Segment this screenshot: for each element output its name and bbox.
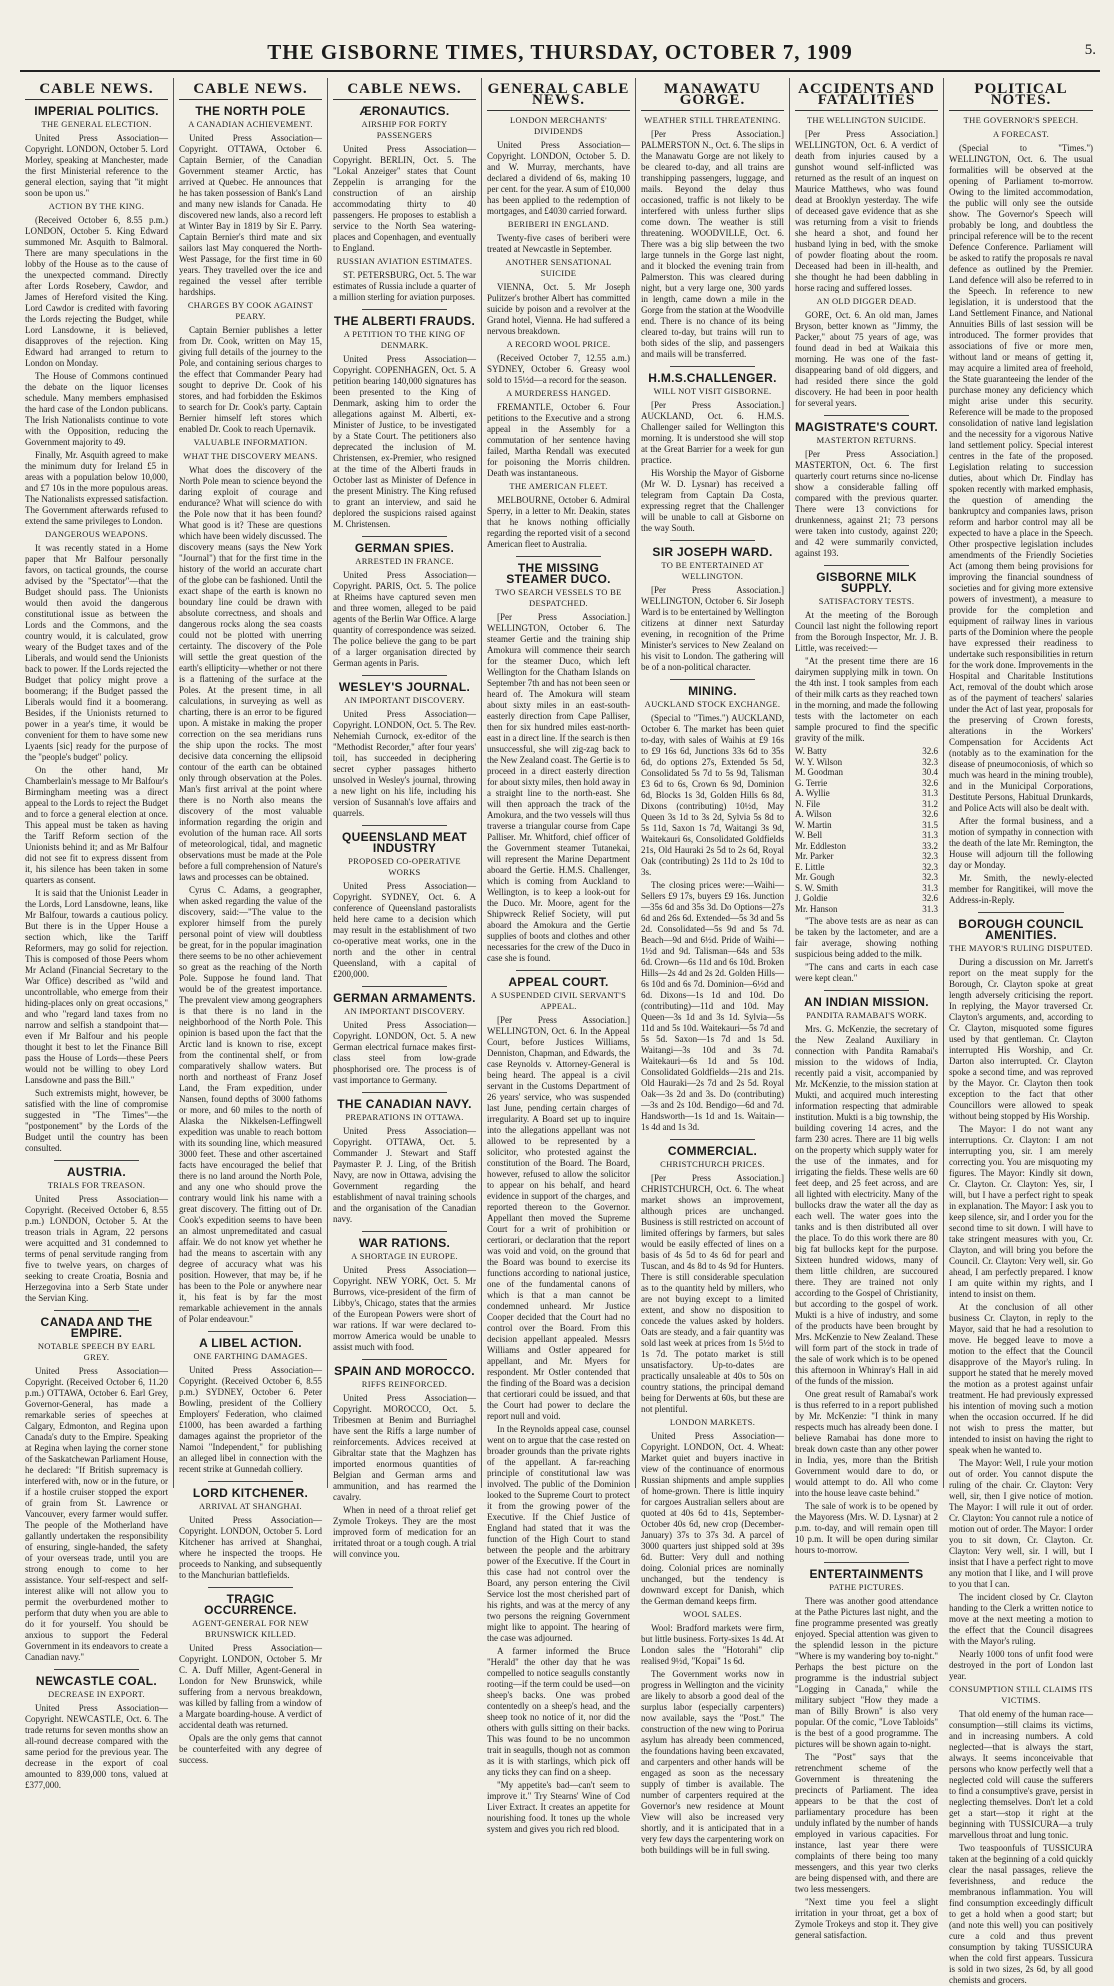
dairyman-name: A. Wyllie	[795, 788, 830, 798]
article-subheading: THE WELLINGTON SUICIDE.	[806, 115, 927, 125]
article-paragraph: Mrs. G. McKenzie, the secretary of the New Zealand Auxiliary in connection with Pandita Ramabai's mission to the widows of India, recently paid a visit, accompanied by Mr. McKenzie, to the mission station at Mukti, and acquired much interesting information respecting that admirable institution. Mukti is a big township, the building covering 14 acres, and the farm 230 acres. There are 11 big wells on the property which supply water for the use of the inmates, and for irrigating the fields. These wells are 60 feet deep, and 25 feet across, and are all lighted with electricity. Many of the bullocks draw the water all the day as each well. The water goes into the tanks and is then distributed all over the place. To do this work there are 80 big fat bullocks kept for the purpose. Sixteen hundred widows, many of them little children, are succoured there. They are trained not only according to the Gospel of Christianity, but according to the gospel of work. Mukti is a hive of industry, and some of the products have been brought by Mrs. McKenzie to New Zealand. These will form part of the stock in trade of the sale of work which is to be opened this afternoon in Whinray's Hall in aid of the funds of the mission.	[795, 1024, 938, 1386]
article-headline: THE ALBERTI FRAUDS.	[333, 314, 476, 328]
dairyman-name: Mr. Gough	[795, 872, 835, 882]
article-paragraph: United Press Association—Copyright. PARIS, Oct. 5. The police at Rheims have captured seven men and three women, alleged to be paid agents of the Berlin War Office. A large quantity of correspondence was seized. The police believe the gang to be part of a larger organisation directed by German agents in Paris.	[333, 570, 476, 668]
article-paragraph: [Per Press Association.] AUCKLAND, Oct. 6. H.M.S. Challenger sailed for Wellington this morning. It is understood she will stop at the Great Barrier for a week for gun practice.	[641, 400, 784, 465]
column-header: CABLE NEWS.	[333, 78, 476, 100]
article-subheading: DECREASE IN EXPORT.	[48, 1689, 145, 1699]
specific-gravity-value: 32.6	[922, 893, 938, 903]
article-paragraph: United Press Association—Copyright. LONDON, October 5. Lord Kitchener has arrived at Shanghai, where he inspected the troops. He proceeds to Nanking, and subsequently to the Manchurian battlefields.	[179, 1515, 322, 1580]
section-divider	[670, 540, 756, 541]
dairyman-name: N. File	[795, 798, 821, 809]
article-paragraph: At the meeting of the Borough Council last night the following report from the Borough Inspector, Mr. J. B. Little, was received:—	[795, 610, 938, 653]
article-subheading: NOTABLE SPEECH BY EARL GREY.	[37, 1341, 156, 1362]
article-subheading: AGENT-GENERAL FOR NEW BRUNSWICK KILLED.	[192, 1618, 309, 1639]
table-row	[795, 851, 938, 862]
article-paragraph: After the formal business, and a motion of sympathy in connection with the death of the late Mr. Remington, the House will adjourn till the following day or Monday.	[949, 816, 1093, 870]
article-paragraph: "My appetite's bad—can't seem to improve it." Try Stearns' Wine of Cod Liver Extract. It creates an appetite for nourishing food. It tones up the whole system and gives you rich red blood.	[487, 1780, 630, 1834]
article-paragraph: United Press Association—Copyright. (Received October 6, 8.55 p.m.) LONDON, October 5. At the treason trials in Agram, 22 persons were acquitted and 31 condemned to terms of penal servitude ranging from five to twelve years, on charges of seeking to create Croatia, Bosnia and Herzegovina into a Serb State under the Servian King.	[25, 1194, 168, 1303]
article-paragraph: [Per Press Association.] WELLINGTON, Oct. 6. In the Appeal Court, before Justices Williams, Denniston, Chapman, and Edwards, the case Reynolds v. Attorney-General is being heard. The appeal is a civil servant in the Customs Department of 26 years' service, who was suspended last June, pending certain charges of irregularity. A Board set up to inquire into the allegations appellant was not allowed to be represented by a solicitor, who protested against the constitution of the Board. The Board, however, refused to allow the solicitor to appear on his behalf, and heard evidence in support of the charges, and reported thereon to the Governor. Appellant then moved the Supreme Court for a writ of prohibition or certiorari, or declaration that the report was void and void, on the ground that the Board was bound to exercise its functions according to national justice, one of the fundamental canons of which is that a man cannot be condemned unheard. Mr Justice Cooper decided that the Court had no control over the Board. From this decision appellant appealed. Messrs Williams and Ostler appeared for appellant, and Mr. Myers for respondent. Mr Ostler contended that the finding of the Board was a decision that certiorari could be issued, and that the Court had power to declare the report null and void.	[487, 1015, 630, 1421]
article-subheading: PANDITA RAMABAI'S WORK.	[806, 1010, 927, 1020]
dairyman-name: Mr. Eddleston	[795, 840, 846, 851]
article-paragraph: "The above tests are as near as can be taken by the lactometer, and are a fair average, showing nothing suspicious being added to the milk.	[795, 916, 938, 959]
article-paragraph: United Press Association—Copyright. COPENHAGEN, Oct. 5. A petition bearing 140,000 signatures has been presented to the King of Denmark, asking him to order the allegations against M. Alberti, ex-Minister of Justice, to be investigated by a State Court. The petitioners also deprecated the inclusion of M. Christensen, ex-Premier, who resigned at the time of the Alberti frauds in October last as Minister of Defence in the present Ministry. The King refused to grant an interview, and said he deplored the suspicions raised against M. Christensen.	[333, 354, 476, 529]
specific-gravity-value: 31.3	[922, 788, 938, 798]
article-subheading: THE GOVERNOR'S SPEECH.	[963, 115, 1079, 125]
article-paragraph: [Per Press Association.] WELLINGTON, Oct. 6. A verdict of death from injuries caused by a gunshot wound self-inflicted was returned as the result of an inquest on Maurice Matthews, who was found dead at Brooklyn yesterday. The wife of deceased gave evidence that as she was returning from a visit to friends she heard a shot, and found her husband lying in bed, with the smoke of powder floating about the room. Deceased had been in ill-health, and she thought he had been dabbling in horse racing and suffered losses.	[795, 129, 938, 293]
column-3	[328, 78, 482, 1559]
article-paragraph: MELBOURNE, October 6. Admiral Sperry, in a letter to Mr. Deakin, states that he knows nothing officially regarding the reported visit of a second American fleet to Australia.	[487, 495, 630, 549]
section-divider	[362, 536, 448, 537]
specific-gravity-value: 31.3	[922, 830, 938, 840]
article-headline: GERMAN SPIES.	[354, 541, 455, 555]
article-subheading: CONSUMPTION STILL CLAIMS ITS VICTIMS.	[949, 1684, 1093, 1705]
article-subheading: WOOL SALES.	[683, 1609, 742, 1619]
article-subheading: CHARGES BY COOK AGAINST PEARY.	[187, 300, 314, 321]
article-paragraph: FREMANTLE, October 6. Four petitions to the Executive and a strong appeal in the Assembly for a commutation of her sentence having failed, Martha Rendall was executed for poisoning the Morris children. Death was instantaneous.	[487, 402, 630, 478]
table-row	[795, 746, 938, 757]
table-row	[795, 767, 938, 778]
article-paragraph: Cyrus C. Adams, a geographer, when asked regarding the value of the discovery, said:—"The value to the explorer himself from the purely personal point of view will doubtless be great, for in the popular imagination there seems to be no other achievement so great as the reaching of the North Pole. Suppose he found land. That would be of the greatest importance. The prevalent view among geographers is that there is no land in the neighborhood of the North Pole. This opinion is based upon the fact that the Arctic land is known to rise, except from the continental shelf, or from comparatively shallow waters. But north and northeast of Franz Josef Land, the Fram expedition, under Nansen, found depths of 3000 fathoms or more, and 60 miles to the north of Alaska the Nikkelsen-Leffingwell expedition was unable to reach bottom with its sounding line, which measured 3000 feet. These and other ascertained facts have encouraged the belief that there is no land around the North Pole, and any one who should prove the contrary would link his name with a great discovery. The fitting out of Dr. Cook's expedition seems to have been an almost unpremeditated and casual affair. We do not know yet whether he had the means to ascertain with any degree of accuracy what was his position. However, that may be, if he has been to the Pole or anywhere near it, his feat is by far the most remarkable achievement in the annals of Polar endeavour."	[179, 885, 322, 1324]
article-paragraph: [Per Press Association.] PALMERSTON N., Oct. 6. The slips in the Manawatu Gorge are not likely to be cleared to-day, and all trains are transhipping passengers, luggage, and mails. Beyond the delay thus occasioned, traffic is not likely to be interfered with unless further slips come down. The weather is still threatening. WOODVILLE, Oct. 6. There was a big slip between the two large tunnels in the Gorge last night, and it blocked the evening train from Palmerston. This was cleared during night, but a very large one, 300 yards in length, came down a mile in the Gorge from the station at the Woodville end. There is no chance of its being cleared to-day, but trains will run to both sides of the slip, and passengers and mails will be transferred.	[641, 129, 784, 359]
article-subheading: ANOTHER SENSATIONAL SUICIDE	[505, 257, 612, 278]
section-divider	[54, 1669, 140, 1670]
article-headline: COMMERCIAL.	[667, 1144, 758, 1158]
article-paragraph: The "Post" says that the retrenchment scheme of the Government is threatening the precincts of Parliament. The idea appears to be that the cost of parliamentary procedure has been unduly inflated by the number of hands employed in various capacities. For instance, last year there were complaints of there being too many messengers, and this year two clerks are being dispensed with, and there are two less messengers.	[795, 1752, 938, 1894]
article-paragraph: United Press Association—Copyright. LONDON, Oct. 5. A new German electrical furnace makes first-class steel from low-grade phosphorised ore. The process is of vast importance to Germany.	[333, 1020, 476, 1085]
article-paragraph: United Press Association—Copyright. NEWCASTLE, Oct. 6. The trade returns for seven months show an all-round decrease compared with the same period for the previous year. The decrease in the export of coal amounted to 839,000 tons, valued at £377,000.	[25, 1703, 168, 1790]
article-headline: TRAGIC OCCURRENCE.	[204, 1592, 297, 1617]
article-paragraph: [Per Press Association.] WELLINGTON, October 6. Sir Joseph Ward is to be entertained by Wellington citizens at dinner next Saturday evening, in recognition of the Prime Minister's services to New Zealand on his visit to London. The gathering will be of a non-political character.	[641, 585, 784, 672]
article-paragraph: The Government works now in progress in Wellington and the vicinity are likely to absorb a good deal of the surplus labor (especially carpenters) now available, says the "Post." The construction of the new wing to Porirua asylum has already been commenced, the foundations having been excavated, and carpenters and other hands will be engaged as soon as the necessary supply of timber is available. The number of carpenters required at the Governor's new residence at Mount View will also be increased very shortly, and it is anticipated that in a very few days the carpentering work on both buildings will be in full swing.	[641, 1669, 784, 1855]
article-paragraph: It is said that the Unionist Leader in the Lords, Lord Lansdowne, leans, like Mr Balfour, towards a cautious policy. But there is in the Upper House a section which, like the Tariff Reformers, may go solid for rejection. This is composed of those Peers whom Mr Acland (Financial Secretary to the War Office) described as "wild and uncontrollable, who emerge from their hiding-places only on great occasions," and who "regard land taxes from no narrow and selfish a standpoint that—even if Mr Balfour and his people thought it best to let the Finance Bill pass the House of Lords—these Peers would not be willing to obey Lord Lansdowne and pass the Bill."	[25, 888, 168, 1085]
section-divider	[670, 679, 756, 680]
article-subheading: TO BE ENTERTAINED AT WELLINGTON.	[661, 560, 764, 581]
article-subheading: LONDON MERCHANTS' DIVIDENDS	[509, 115, 608, 136]
section-divider	[362, 1231, 448, 1232]
section-divider	[208, 1331, 294, 1332]
article-headline: GERMAN ARMAMENTS.	[333, 991, 476, 1005]
article-headline: MINING.	[688, 684, 737, 698]
article-paragraph: "The cans and carts in each case were kept clean."	[795, 962, 938, 983]
newspaper-title: THE GISBORNE TIMES, THURSDAY, OCTOBER 7, 1909	[267, 40, 853, 64]
article-subheading: WEATHER STILL THREATENING.	[644, 115, 781, 125]
column-1	[20, 78, 174, 1790]
article-paragraph: (Received October 6, 8.55 p.m.) LONDON, October 5. King Edward summoned Mr. Asquith to Balmoral. There are many speculations in the lobby of the House as to the cause of the unexpected command. Directly after Lords Rosebery, Cawdor, and James of Hereford visited the King. Lord Cawdor is credited with favoring the Lords rejecting the Budget, while Lord Lansdowne, it is believed, disapproves of the rejection. King Edward had arranged to return to London on Monday.	[25, 215, 168, 368]
article-paragraph: That old enemy of the human race—consumption—still claims its victims, and in increasing numbers. A cold neglected—that is always the start, always. It seems inconceivable that persons who know perfectly well that a neglected cold will cause the sufferers to find a consumptive's grave, persist in neglecting themselves. Don't let a cold get a start—stop it right at the beginning with TUSSICURA—a truly marvellous throat and lung tonic.	[949, 1709, 1093, 1840]
article-headline: IMPERIAL POLITICS.	[34, 104, 159, 118]
milk-test-table	[795, 746, 938, 914]
article-subheading: A CANADIAN ACHIEVEMENT.	[188, 119, 313, 129]
article-subheading: LONDON MARKETS.	[669, 1417, 756, 1427]
table-row	[795, 809, 938, 820]
specific-gravity-value: 32.6	[922, 809, 938, 819]
article-headline: THE NORTH POLE	[195, 104, 306, 118]
article-headline: LORD KITCHENER.	[192, 1486, 309, 1500]
page-number: 5.	[1084, 42, 1096, 58]
specific-gravity-value: 32.3	[922, 872, 938, 882]
specific-gravity-value: 33.2	[922, 840, 938, 851]
article-paragraph: It was recently stated in a Home paper that Mr Balfour personally favors, on tactical grounds, the course advised by the "Spectator"—that the Budget should pass. The Unionists would then avoid the dangerous constitutional issue as between the Lords and the Commons, and the country would, it is calculated, grow weary of the Budget taxes and of the Liberals, and would send the Unionists back to power. If the Lords rejected the Budget that policy might prove a boomerang; if the Budget passed the Liberals would find it a boomerang. Besides, if the Unionists returned to power in a year's time, it would be convenient for them to have some new Lyaents [sic] ready for the purpose of the "people's budget" policy.	[25, 543, 168, 762]
article-paragraph: In the Reynolds appeal case, counsel went on to argue that the case rested on broader grounds than the private rights of the appellant. A far-reaching principle of constitutional law was involved. The public of the Dominion looked to the Supreme Court to protect it from the growing power of the Executive. If the Chief Justice of England had stated that it was the function of the High Court to stand between the people and the arbitrary power of the Executive. If the Court in this case had not control over the Board, any person entering the Civil Service lost the most cherished part of his rights, and was at the mercy of any two persons the reigning Government might like to appoint. The hearing of the case was adjourned.	[487, 1424, 630, 1643]
column-header: MANAWATU GORGE.	[641, 78, 784, 111]
table-row	[795, 841, 938, 852]
article-paragraph: (Special to "Times.") AUCKLAND, October 6. The market has been quiet to-day, with sales of Waihis at £9 16s to £9 16s 6d, Junctions 33s 6d to 35s 6d, do options 27s, Extended 5s 5d, Consolidated 5s 7d to 5s 9d, Talisman £3 6d to 6s, Crown 6s 9d, Dominion 6d, Blocks 1s 3d, Golden Hills 6s 8d, Dixons (contributing) 10½d, May Queen 3s 1d to 3s 2d, Sylvia 5s 8d to 5s 11d, Saxon 1s 7d, Waitangi 3s 9d, Waitekauri 6s, Consolidated Goldfields 21s, Old Hauraki 2s 5d to 2s 6d, Royal Oak (contributing) 2s 11d to 2s 10d to 3s.	[641, 713, 784, 877]
article-paragraph: On the other hand, Mr Chamberlain's message to Mr Balfour's Birmingham meeting was a direct appeal to the Lords to reject the Budget and to force a general election at once. This appeal must be taken as having the Tariff Reform section of the Unionists behind it; and as Mr Balfour did not see fit to express dissent from it, his silence has been taken in some quarters as consent.	[25, 765, 168, 885]
section-divider	[516, 970, 602, 971]
dairyman-name: J. Goldie	[795, 893, 828, 903]
article-subheading: TWO SEARCH VESSELS TO BE DESPATCHED.	[495, 587, 622, 608]
column-header: POLITICAL NOTES.	[949, 78, 1093, 111]
article-subheading: SATISFACTORY TESTS.	[818, 596, 915, 606]
article-paragraph: United Press Association—Copyright. LONDON, Oct. 4. Wheat: Market quiet and buyers inactive in view of the continuance of enormous Russian shipments and ample supplies of home-grown. There is little inquiry for cargoes Australian sellers about are quoted at 40s 6d to 41s, September-October 40s 6d, new crop (December-January) 37s to 37s 3d. A parcel of 3000 quarters just shipped sold at 39s 6d. Butter: Very dull and nothing doing. Colonial prices are nominally unchanged, but the tendency is downward except for Danish, which the German demand keeps firm.	[641, 1431, 784, 1606]
dairyman-name: W. Batty	[795, 746, 827, 756]
table-row	[795, 830, 938, 841]
column-2	[174, 78, 328, 1765]
table-row	[795, 820, 938, 831]
article-headline: A LIBEL ACTION.	[199, 1336, 302, 1350]
table-row	[795, 778, 938, 789]
specific-gravity-value: 32.3	[922, 861, 938, 872]
column-header: GENERAL CABLE NEWS.	[487, 78, 630, 111]
article-headline: ÆRONAUTICS.	[359, 104, 450, 118]
section-divider	[362, 675, 448, 676]
article-subheading: WILL NOT VISIT GISBORNE.	[653, 386, 772, 396]
section-divider	[54, 1160, 140, 1161]
article-paragraph: VIENNA, Oct. 5. Mr Joseph Pulitzer's brother Albert has committed suicide by poison and a revolver at the Grand hotel, Vienna. He had suffered a nervous breakdown.	[487, 282, 630, 336]
article-paragraph: GORE, Oct. 6. An old man, James Bryson, better known as "Jimmy, the Packer," about 75 years of age, was found dead in bed at Waikaia this morning. He was one of the fast-disappearing band of old diggers, and had resided there since the gold discovery. He had been in poor health for several years.	[795, 310, 938, 408]
article-paragraph: A farmer informed the Bruce "Herald" the other day that he was compelled to notice seagulls constantly rooting—if the term could be used—on sheep's backs. One was probed contentedly on a sheep's head, and the sheep took no notice of it, nor did the others with gulls sitting on their backs. This was found to be no uncommon trait in seagulls, though not as common as it is with starlings, which pick off any ticks they can find on a sheep.	[487, 1646, 630, 1777]
article-paragraph: United Press Association—Copyright. MOROCCO, Oct. 5. Tribesmen at Benim and Burriaghel have sent the Riffs a large number of reinforcements. Advices received at Gibraltar state that the Maghzen has imported enormous quantities of Belgian and German arms and ammunition, and has rearmed the cavalry.	[333, 1393, 476, 1502]
article-headline: THE CANADIAN NAVY.	[337, 1097, 472, 1111]
table-row	[795, 788, 938, 799]
article-paragraph: Twenty-five cases of beriberi were treated at Newcastle in September.	[487, 233, 630, 254]
article-subheading: A RECORD WOOL PRICE.	[506, 339, 611, 349]
dairyman-name: M. Goodman	[795, 767, 843, 777]
article-paragraph: Captain Bernier publishes a letter from Dr. Cook, written on May 15, giving full details of the journey to the Pole, and containing serious charges to the effect that Commander Peary had sought to deprive Dr. Cook of his stores, and had forbidden the Eskimos to search for Dr. Cook's party. Captain Bernier himself left stores which enabled Dr. Cook to reach Upernavik.	[179, 325, 322, 434]
dairyman-name: E. Little	[795, 861, 825, 872]
article-subheading: AN IMPORTANT DISCOVERY.	[344, 1006, 465, 1016]
column-header: CABLE NEWS.	[25, 78, 168, 100]
article-paragraph: At the conclusion of all other business Cr. Clayton, in reply to the Mayor, said that he had a resolution to move. He begged leave to move a motion to the effect that the Council disapprove of the Mayor's ruling. In support he stated that he merely moved the motion as a protest against unfair treatment. He had previously expressed his intention of moving such a motion when the occasion occurred. If he did not wish to press the matter, but intended to insist on having the right to speak when he wanted to.	[949, 1302, 1093, 1455]
specific-gravity-value: 30.4	[922, 767, 938, 777]
article-paragraph: United Press Association—Copyright. OTTAWA, October 6. Captain Bernier, of the Canadian Government steamer Arctic, has arrived at Quebec. He announces that he has taken possession of Bank's Land and many new islands for Canada. He discovered new lands, also a record left at Winter Bay in 1819 by Sir E. Parry. Captain Bernier's third mate and six sailors last May conquered the North-West Passage, for the first time in 60 years. They travelled over the ice and regained the vessel after terrible hardships.	[179, 133, 322, 297]
article-paragraph: Such extremists might, however, be satisfied with the line of compromise suggested in "The Times"—the "postponement" by the Lords of the Budget until the country has been consulted.	[25, 1088, 168, 1153]
article-paragraph: One great result of Ramabai's work is thus referred to in a report published by Mr. McKenzie: "I think in many respects much has already been done. I believe Ramabai has done more to break down caste than any other power in India, yes, more than the British Government would dare to do, or would attempt to do. All who come into the house leave caste behind."	[795, 1389, 938, 1498]
section-divider	[824, 990, 910, 991]
specific-gravity-value: 32.3	[922, 756, 938, 767]
section-divider	[362, 309, 448, 310]
specific-gravity-value: 32.3	[922, 851, 938, 861]
specific-gravity-value: 31.3	[922, 903, 938, 914]
article-headline: GISBORNE MILK SUPPLY.	[816, 570, 917, 595]
article-headline: AN INDIAN MISSION.	[804, 995, 929, 1009]
article-subheading: RUSSIAN AVIATION ESTIMATES.	[336, 256, 473, 266]
page-columns	[20, 78, 1100, 1985]
article-subheading: CHRISTCHURCH PRICES.	[660, 1159, 765, 1169]
article-paragraph: "Next time you feel a slight irritation in your throat, get a box of Zymole Trokeys and stop it. They give general satisfaction.	[795, 1897, 938, 1940]
article-headline: WAR RATIONS.	[358, 1236, 451, 1250]
column-4	[482, 78, 636, 1834]
article-paragraph: The closing prices were:—Waihi—Sellers £9 17s, buyers £9 16s. Junction—35s 6d and 35s 3d. Do Options—27s 6d and 26s 6d. Extended—5s 3d and 5s 2d. Consolidated—5s 9d and 5s 7d. Beach—9d and 6½d. Pride of Waihi—1½d and 9d. Talisman—64s and 53s 6d. Crown—6s 11d and 6s 10d. Broken Hills—2s 4d and 2s 2d. Golden Hills—6s 10d and 6s 7d. Dominion—6½d and 6d. Dixons—1s 1d and 10d. Do (contributing)—11d and 10d. May Queen—3s 1d and 3s 1d. Sylvia—5s 11d and 5s 10d. Waitekauri—5s 7d and 5s 5d. Saxon—1s 7d and 1s 5d. Waitangi—3s 10d and 3s 7d. Waitekauri—6s 1d and 5s 10d. Consolidated Goldfields—21s and 21s. Old Hauraki—2s 7d and 2s 5d. Royal Oak—3s 2d and 3s. Do (contributing)—3s and 2s 10d. Bendigo—6d and 7d. Handsworth—1s 1d and 1s. Waitain—1s 4d and 1s 3d.	[641, 880, 784, 1132]
article-paragraph: [Per Press Association.] WELLINGTON, October 6. The steamer Gertie and the training ship Amokura will commence their search for the steamer Duco, which left Wellington for the Chatham Islands on September 7th and has not been seen or heard of. The Amokura will steam about sixty miles in an east-south-easterly direction from Cape Palliser, then for six hundred miles east-north-east in a direct line. If the search is then unsuccessful, she will zig-zag back to the New Zealand coast. The Gertie is to proceed in a direct easterly direction for about sixty miles, then hold away in a straight line to the north-east. She will then approach the track of the Amokura, and the two vessels will thus traverse a triangular course from Cape Palliser. Mr. Whitford, chief officer of the Government steamer Tutanekai, will represent the Marine Department aboard the Gertie. H.M.S. Challenger, which is coming from Auckland to Wellington, is to keep a look-out for the Duco. Mr. Moore, agent for the Shipwreck Relief Society, will put aboard the Amokura and the Gertie supplies of boots and clothes and other necessaries for the crew of the Duco in case she is found.	[487, 612, 630, 963]
article-paragraph: United Press Association—Copyright. NEW YORK, Oct. 5. Mr Burrows, vice-president of the firm of Libby's, Chicago, states that the armies of the European Powers were short of war rations. If war were declared to-morrow America would be unable to assist much with food.	[333, 1265, 476, 1352]
column-6	[790, 78, 944, 1940]
article-paragraph: [Per Press Association.] CHRISTCHURCH, Oct. 6. The wheat market shows an improvement, although prices are unchanged. Business is still restricted on account of limited offerings by farmers, but sales would be easily effected of lines on a basis of 4s 5d to 4s 6d for pearl and Tuscan, and 4s 8d to 4s 9d for Hunters. There is still considerable speculation as to the quantity held by millers, who are not buying except to a limited extent, and show no disposition to concede the values asked by holders. Oats are steady, and a fair quantity was sold last week at prices from 1s 5½d to 1s 7d. The potato market is still unsatisfactory. Up-to-dates are practically unsaleable at 40s to 50s on country stations, the principal demand being for Derwents at 60s, but these are not plentiful.	[641, 1173, 784, 1414]
article-paragraph: "At the present time there are 16 dairymen supplying milk in town. On the 4th inst. I took samples from each of their milk carts as they reached town in the morning, and made the following tests with the lactometer on each sample procured to find the specific gravity of the milk.	[795, 656, 938, 743]
article-subheading: PROPOSED CO-OPERATIVE WORKS	[348, 856, 461, 877]
article-paragraph: The Mayor: I do not want any interruptions. Cr. Clayton: I am not interrupting you, sir. I am merely correcting you. You are misquoting my figures. The Mayor: Kindly sit down, Cr. Clayton. Cr. Clayton: Yes, sir, I will, but I have a perfect right to speak in explanation. The Mayor: I ask you to keep silence, sir, and I order you for the second time to sit down. I will have to take stringent measures with you, Cr. Clayton, and will bring you before the Council. Cr. Clayton: Very well, sir. Go ahead, I am perfectly prepared. I know I am quite within my rights, and I intend to insist on them.	[949, 1124, 1093, 1299]
article-paragraph: United Press Association—Copyright. LONDON, October 5. Lord Morley, speaking at Manchester, made the first Ministerial reference to the general election, saying that "it might soon be upon us."	[25, 133, 168, 198]
article-headline: SPAIN AND MOROCCO.	[334, 1364, 475, 1378]
article-paragraph: Opals are the only gems that cannot be counterfeited with any degree of success.	[179, 1733, 322, 1765]
column-7	[944, 78, 1098, 1985]
article-subheading: A SUSPENDED CIVIL SERVANT'S APPEAL.	[490, 990, 627, 1011]
article-paragraph: The Mayor: Well, I rule your motion out of order. You cannot dispute the ruling of the chair. Cr. Clayton: Very well, sir, then I give notice of motion. The Mayor: I will rule it out of order. Cr. Clayton: You cannot rule a notice of motion out of order. The Mayor: I order you to sit down, Cr. Clayton. Cr. Clayton: Very well, sir. I will, but I insist that I have a perfect right to move any motion that I like, and I will prove to you that I can.	[949, 1458, 1093, 1589]
article-paragraph: There was another good attendance at the Pathe Pictures last night, and the fine programme presented was greatly enjoyed. Special attention was given to the splendid lesson in the picture "Where is my wandering boy to-night." Perhaps the best picture on the programme is the industrial subject "Logging in Canada," while the military subject "How they made a man of Billy Brown" is also very popular. Of the comic, "Love Tabloids" is the best of a good programme. The pictures will be shown again to-night.	[795, 1596, 938, 1749]
article-paragraph: United Press Association—Copyright. (Received October 6, 11.20 p.m.) OTTAWA, October 6. Earl Grey, Governor-General, has made a remarkable series of speeches at Calgary, Edmonton, and Regina upon Canada's duty to the Empire. Speaking at Regina when laying the corner stone of the Saskatchewan Parliament House, he declared: "If British supremacy is interfered with, now or in the future, or if a hostile cruiser stopped the export of grain from St. Lawrence or Vancouver, every farmer would suffer. The people of the Motherland have gallantly undertaken the responsibility of ensuring, single-handed, the safety of your overseas trade, until you are strong enough to come to her assistance. Your self-respect and self-interest alike will not allow you to permit the overburdened mother to perform that duty when you are able to do it for yourself. You should be anxious to support the Federal Government in its endeavors to create a Canadian navy."	[25, 1366, 168, 1662]
specific-gravity-value: 31.3	[922, 882, 938, 893]
article-paragraph: United Press Association—Copyright. BERLIN, Oct. 5. The "Lokal Anzeiger" states that Count Zeppelin is arranging for the construction of an airship accommodating thirty to 40 passengers. He proposes to establish a service to the North Sea watering-places and Copenhagen, and eventually to England.	[333, 144, 476, 253]
section-divider	[362, 1359, 448, 1360]
article-headline: THE MISSING STEAMER DUCO.	[506, 561, 611, 586]
column-header: ACCIDENTS AND FATALITIES	[795, 78, 938, 111]
article-paragraph: Mr. Smith, the newly-elected member for Rangitikei, will move the Address-in-Reply.	[949, 873, 1093, 905]
specific-gravity-value: 31.2	[922, 798, 938, 809]
article-subheading: DANGEROUS WEAPONS.	[44, 529, 148, 539]
article-subheading: A MURDERESS HANGED.	[506, 388, 611, 398]
article-headline: WESLEY'S JOURNAL.	[338, 680, 471, 694]
dairyman-name: G. Terrie	[795, 777, 828, 788]
section-divider	[670, 1139, 756, 1140]
article-headline: AUSTRIA.	[66, 1165, 127, 1179]
article-subheading: AUCKLAND STOCK EXCHANGE.	[644, 699, 781, 709]
newspaper-masthead	[20, 34, 1100, 72]
article-headline: NEWCASTLE COAL.	[35, 1674, 158, 1688]
article-paragraph: Wool: Bradford markets were firm, but little business. Forty-sixes 1s 4d. At London sales the "Hotorahi" clip realised 9½d, "Kopai" 1s 6d.	[641, 1623, 784, 1666]
table-row	[795, 893, 938, 904]
article-headline: BOROUGH COUNCIL AMENITIES.	[958, 917, 1084, 942]
section-divider	[362, 986, 448, 987]
article-headline: QUEENSLAND MEAT INDUSTRY	[342, 830, 467, 855]
section-divider	[208, 1481, 294, 1482]
table-row	[795, 799, 938, 810]
dairyman-name: W. Y. Wilson	[795, 756, 843, 767]
article-subheading: THE MAYOR'S RULING DISPUTED.	[949, 943, 1093, 953]
article-subheading: A SHORTAGE IN EUROPE.	[351, 1251, 458, 1261]
article-paragraph: United Press Association—Copyright. (Received October 6, 8.55 p.m.) SYDNEY, October 6. Peter Bowling, president of the Colliery Employers' Federation, who claimed £1000, has been awarded a farthing damages against the proprietor of the Namoi "Independent," for publishing an alleged libel in connection with the recent strike at Gunnedah colliery.	[179, 1365, 322, 1474]
article-paragraph: Nearly 1000 tons of unfit food were destroyed in the port of London last year.	[949, 1649, 1093, 1681]
dairyman-name: S. W. Smith	[795, 882, 839, 893]
article-paragraph: Finally, Mr. Asquith agreed to make the minimum duty for Ireland £5 in areas with a population below 10,000, and £7 10s in the more populous areas. The Nationalists expressed satisfaction. The Government afterwards refused to extend the same privileges to London.	[25, 450, 168, 526]
article-paragraph: His Worship the Mayor of Gisborne (Mr W. D. Lysnar) has received a telegram from Captain Da Costa, expressing regret that the Challenger will be unable to call at Gisborne on the way South.	[641, 468, 784, 533]
section-divider	[978, 912, 1064, 913]
article-subheading: VALUABLE INFORMATION.	[193, 437, 308, 447]
article-subheading: ACTION BY THE KING.	[48, 201, 145, 211]
article-subheading: AN OLD DIGGER DEAD.	[816, 296, 917, 306]
article-paragraph: United Press Association—Copyright. LONDON, October 5. Mr C. A. Duff Miller, Agent-General in London for New Brunswick, while suffering from a nervous breakdown, was killed by falling from a window of a Margate boarding-house. A verdict of accidental death was returned.	[179, 1643, 322, 1730]
column-header: CABLE NEWS.	[179, 78, 322, 100]
article-paragraph: During a discussion on Mr. Jarrett's report on the meat supply for the Borough, Cr. Clayton spoke at great length adversely criticising the report. In replying, the Mayor traversed Cr. Clayton's arguments, and, according to Cr. Clayton, misquoted some figures used by that gentleman. Cr. Clayton interrupted His Worship, and Cr. Darton also interrupted. Cr. Clayton spoke a second time, and was reproved by the Mayor. Cr. Clayton then took exception to the fact that other Councillors were allowed to speak without being stopped by His Worship.	[949, 957, 1093, 1121]
dairyman-name: Mr. Hanson	[795, 903, 838, 914]
article-subheading: MASTERTON RETURNS.	[816, 435, 917, 445]
article-subheading: ARRESTED IN FRANCE.	[355, 556, 454, 566]
article-subheading: RIFFS REINFORCED.	[361, 1379, 448, 1389]
article-paragraph: ST. PETERSBURG, Oct. 5. The war estimates of Russia include a quarter of a million sterling for aviation purposes.	[333, 270, 476, 302]
article-paragraph: (Special to "Times.") WELLINGTON, Oct. 6. The usual formalities will be observed at the opening of Parliament to-morrow. Owing to the limited accommodation, the public will only see the outside show. The Governor's Speech will probably be long, and doubtless the principal reference will be to the recent Defence Conference. Parliament will be asked to ratify the proposals re naval defence as outlined by the Premier. Land defence will also be referred to in the Speech. In reference to new legislation, it is understood that the Land Settlement Finance, and National Annuities Bills of last session will be introduced. The former provides that associations of five or more men, without land or means of getting it, may acquire a limited area of freehold, the State guaranteeing the lender of the purchase money any deficiency which might arise under this security. Reference will be made to the proposed consolidation of native land legislation and the necessity for a vigorous Native land settlement policy. Special interest centres in the fate of the proposed. Legislation relating to succession duties, about which Dr. Findlay has spoken recently with marked emphasis, the question of amending the bankruptcy and companies laws, prison reform and harbor control may all be expected to have a place in the Speech. Other prospective legislation includes amendments of the Friendly Societies Act (among them being provisions for improving the financial soundness of societies and for giving more extensive powers of investment), a measure to provide for the completion and equipment of railway lines in various parts of the Dominion where the people have expressed their readiness to undertake such responsibilities in return for the work done. Improvements in the Hospital and Charitable Institutions Act, removal of the doubt which arose as of the payment of teachers' salaries under the Act of last year, proposals for the preserving of Crown forests, alterations in the Workers' Compensation for Accidents Act (notably as to the examination for the disease of pneumoconiosis, of which so much was heard in the mining trouble), and in the Municipal Corporations, Destitute Persons, Habitual Drunkards, and Police Acts will also be dealt with.	[949, 143, 1093, 813]
article-subheading: PREPARATIONS IN OTTAWA.	[345, 1112, 464, 1122]
article-paragraph: United Press Association—Copyright. SYDNEY, Oct. 6. A conference of Queensland pastoralists held here came to a decision which may result in the establishment of two co-operative meat works, one in the north and the other in central Queensland, with a capital of £200,000.	[333, 881, 476, 979]
article-paragraph: Two teaspoonfuls of TUSSICURA taken at the beginning of a cold quickly clear the nasal passages, relieve the feverishness, and reduce the membranous inflammation. You will find consumption exceedingly difficult to get a hold when a good start; but (and note this well) you can positively cure a cold and thus prevent consumption by taking TUSSICURA when the cold first appears. Tussicura is sold in two sizes, 2s 6d, by all good chemists and grocers.	[949, 1843, 1093, 1985]
article-subheading: ONE FARTHING DAMAGES.	[193, 1351, 308, 1361]
article-paragraph: United Press Association—Copyright. LONDON, October 5. D. and W. Murray, merchants, have declared a dividend of 6s, making 10 per cent. for the year. A sum of £10,000 has been applied to the redemption of mortgages, and £4030 carried forward.	[487, 140, 630, 216]
section-divider	[362, 825, 448, 826]
article-paragraph: The sale of work is to be opened by the Mayoress (Mrs. W. D. Lysnar) at 2 p.m. to-day, and will remain open till 10 p.m. It will be open during similar hours to-morrow.	[795, 1501, 938, 1555]
section-divider	[824, 565, 910, 566]
article-headline: CANADA AND THE EMPIRE.	[40, 1315, 153, 1340]
article-subheading: WHAT THE DISCOVERY MEANS.	[183, 451, 318, 461]
table-row	[795, 904, 938, 915]
article-headline: MAGISTRATE'S COURT.	[795, 420, 938, 434]
table-row	[795, 883, 938, 894]
article-paragraph: What does the discovery of the North Pole mean to science beyond the daring exploit of courage and endurance? What will science do with the Pole now that it has been found? What good is it? These are questions which have been widely discussed. The discovery means (says the New York "Journal") that for the first time in the history of the world an accurate chart of the globe can be fashioned. Until the exact shape of the earth is known no boundary line could be drawn with absolute correctness, and shoals and dangerous rocks along the sea coasts could not be plotted with unerring certainty. The discovery of the Pole will settle the great question of the earth's ellipticity—whether or not there is a flattening of the surface at the Poles. At the present time, in all calculations, in surveying as well as charting, there is an error to be figured upon. A mistake in making the proper correction on the sea meridians runs the ship upon the rocks. The most decisive data concerning the ellipsoid contour of the earth can be obtained only through observation at the Poles. Man's first arrival at the point where there is no North also means the discovery of the most valuable information regarding the origin and evolution of the human race. All sorts of meteorological, tidal, and magnetic observations must be made at the Pole before a full comprehension of Nature's laws and processes can be obtained.	[179, 465, 322, 882]
table-row	[795, 757, 938, 768]
specific-gravity-value: 32.6	[922, 777, 938, 788]
article-subheading: A FORECAST.	[992, 129, 1050, 139]
article-subheading: AIRSHIP FOR FORTY PASSENGERS	[361, 119, 448, 140]
article-subheading: TRIALS FOR TREASON.	[47, 1180, 146, 1190]
section-divider	[824, 1562, 910, 1563]
column-5	[636, 78, 790, 1855]
article-headline: APPEAL COURT.	[508, 975, 609, 989]
article-subheading: A PETITION TO THE KING OF DENMARK.	[343, 329, 466, 350]
article-paragraph: (Received October 7, 12.55 a.m.) SYDNEY, October 6. Greasy wool sold to 15½d—a record for the season.	[487, 353, 630, 385]
article-subheading: THE AMERICAN FLEET.	[509, 481, 608, 491]
article-subheading: PATHE PICTURES.	[829, 1582, 904, 1592]
article-paragraph: [Per Press Association.] MASTERTON, Oct. 6. The first quarterly court returns since no-license show a considerable falling off compared with the previous quarter. There were 13 convictions for drunkenness, against 21; 73 persons were taken into custody, against 220; and 42 were summarily convicted, against 193.	[795, 449, 938, 558]
article-subheading: BERIBERI IN ENGLAND.	[507, 219, 610, 229]
dairyman-name: W. Bell	[795, 830, 823, 840]
article-subheading: ARRIVAL AT SHANGHAI.	[199, 1501, 302, 1511]
article-subheading: AN IMPORTANT DISCOVERY.	[344, 695, 465, 705]
section-divider	[516, 556, 602, 557]
article-paragraph: United Press Association—Copyright. LONDON, Oct. 5. The Rev. Nehemiah Curnock, ex-editor of the "Methodist Recorder," after four years' toil, has succeeded in deciphering secret cypher passages hitherto unsolved in Wesley's journal, throwing a new light on his life, including his version of Susannah's love affairs and quarrels.	[333, 709, 476, 818]
section-divider	[670, 366, 756, 367]
section-divider	[824, 415, 910, 416]
article-headline: ENTERTAINMENTS	[809, 1567, 924, 1581]
table-row	[795, 872, 938, 883]
specific-gravity-value: 32.6	[922, 746, 938, 756]
section-divider	[208, 1587, 294, 1588]
article-headline: SIR JOSEPH WARD.	[652, 545, 773, 559]
article-subheading: THE GENERAL ELECTION.	[41, 119, 152, 129]
article-paragraph: When in need of a throat relief get Zymole Trokeys. They are the most improved form of medication for an irritated throat or a tough cough. A trial will convince you.	[333, 1505, 476, 1559]
section-divider	[362, 1092, 448, 1093]
article-paragraph: United Press Association—Copyright. OTTAWA, Oct. 5. Commander J. Stewart and Staff Paymaster P. J. Ling, of the British Navy, are now in Ottawa, advising the Government regarding the establishment of naval training schools and the organisation of the Canadian navy.	[333, 1126, 476, 1224]
dairyman-name: Mr. Parker	[795, 851, 834, 861]
dairyman-name: A. Wilson	[795, 809, 832, 819]
dairyman-name: W. Martin	[795, 819, 832, 830]
article-paragraph: The incident closed by Cr. Clayton handing to the Clerk a written notice to move at the next meeting a motion to the effect that the Council disagrees with the Mayor's ruling.	[949, 1592, 1093, 1646]
section-divider	[54, 1310, 140, 1311]
article-headline: H.M.S.CHALLENGER.	[648, 371, 777, 385]
article-paragraph: The House of Commons continued the debate on the liquor licenses schedule. Many members emphasised the hard case of the London publicans. The Irish Nationalists continue to vote with the Opposition, reducing the Government majority to 49.	[25, 371, 168, 447]
table-row	[795, 862, 938, 873]
specific-gravity-value: 31.5	[922, 819, 938, 830]
